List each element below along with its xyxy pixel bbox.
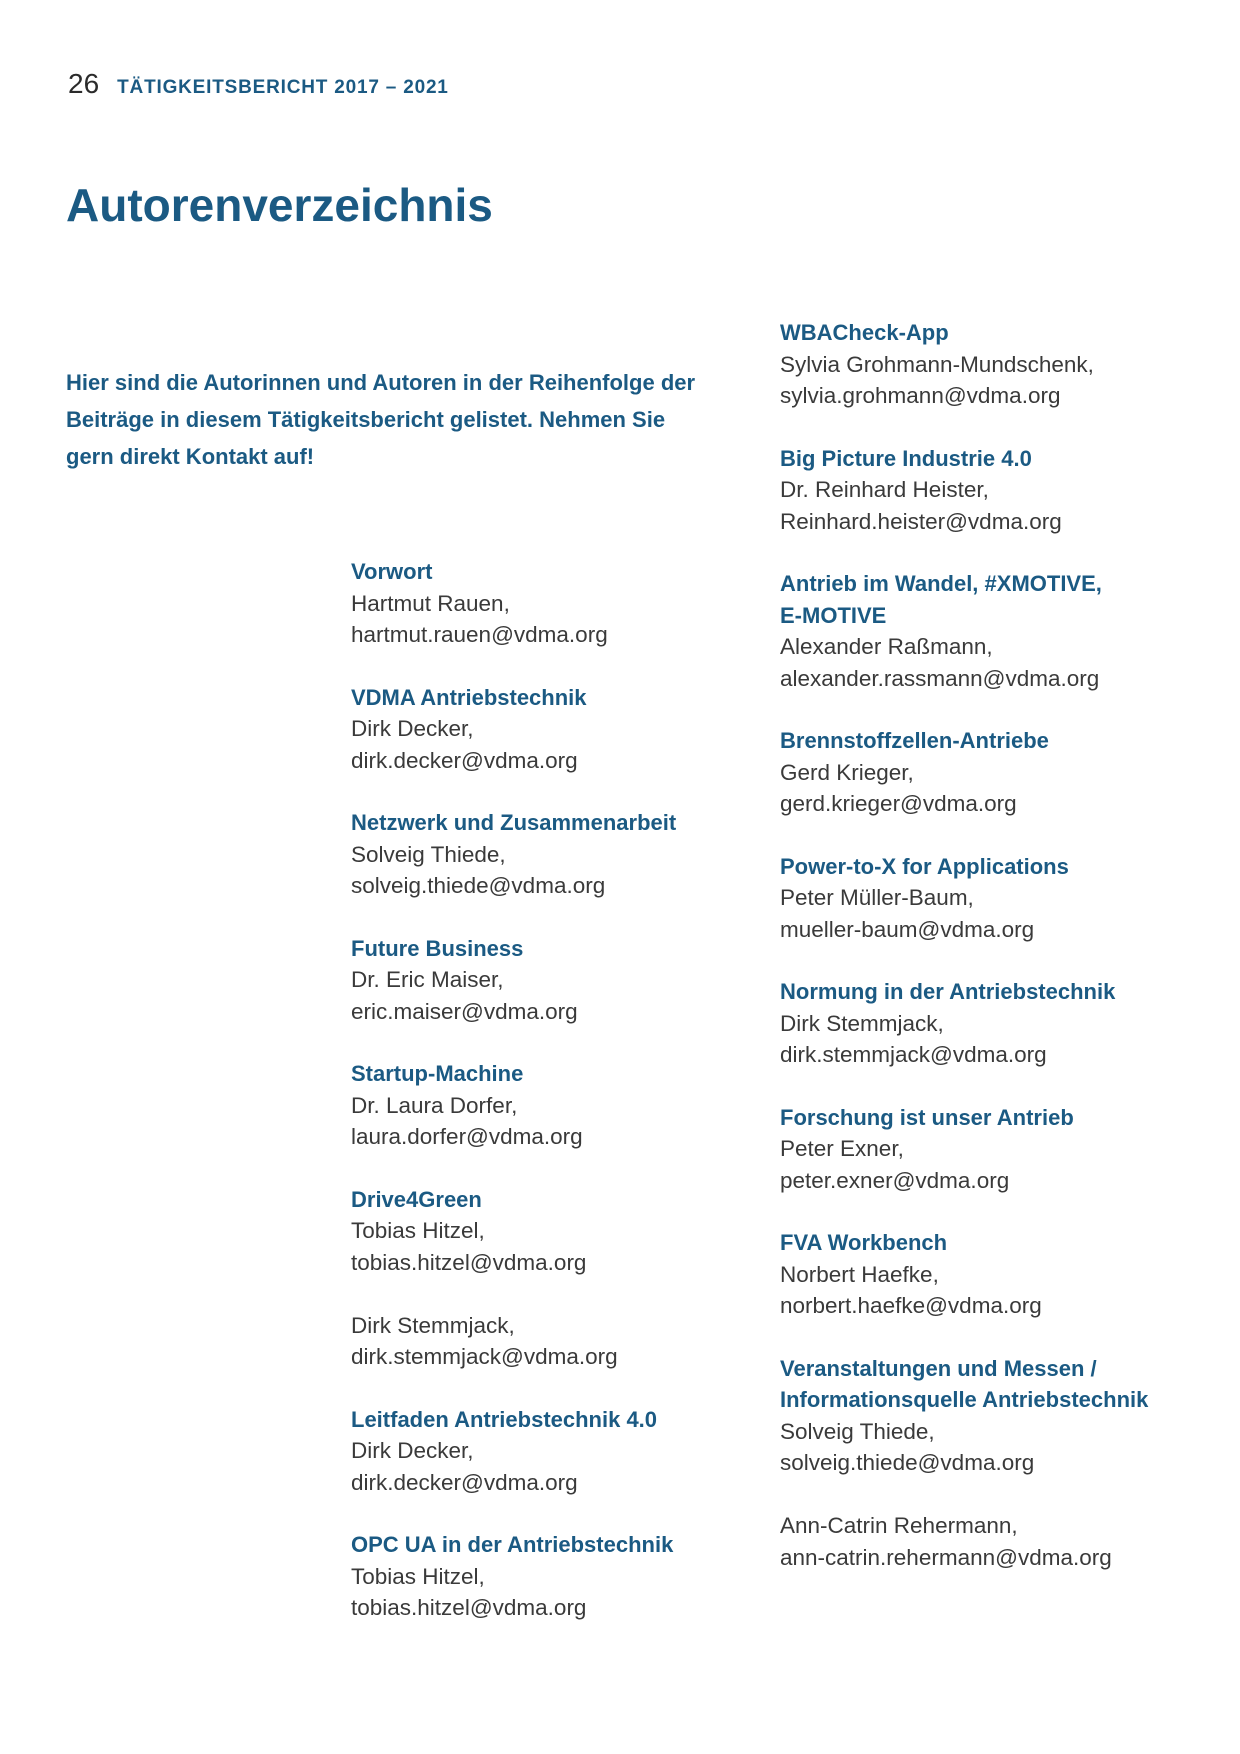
author-entry bbox=[351, 1058, 731, 1153]
author-name: Dirk Stemmjack, bbox=[351, 1312, 515, 1338]
author-name: Tobias Hitzel, bbox=[351, 1563, 485, 1589]
author-contact bbox=[780, 631, 1220, 694]
author-contact bbox=[780, 1008, 1220, 1071]
author-name: Dirk Decker, bbox=[351, 1438, 474, 1463]
author-email[interactable]: ann-catrin.rehermann@vdma.org bbox=[780, 1544, 1112, 1570]
author-name: Dirk Decker, bbox=[351, 716, 474, 741]
section-title-line: E-MOTIVE bbox=[780, 602, 887, 628]
section-title bbox=[780, 443, 1220, 475]
section-title bbox=[351, 682, 731, 714]
section-title-line: FVA Workbench bbox=[780, 1230, 948, 1255]
author-name: Dr. Eric Maiser, bbox=[351, 967, 504, 992]
author-email[interactable]: gerd.krieger@vdma.org bbox=[780, 791, 1017, 816]
author-entry bbox=[351, 1529, 731, 1624]
author-contact bbox=[351, 964, 731, 1027]
author-email[interactable]: Reinhard.heister@vdma.org bbox=[780, 508, 1062, 534]
author-contact bbox=[780, 757, 1220, 820]
author-name: Dr. Reinhard Heister, bbox=[780, 477, 989, 502]
report-title: TÄTIGKEITSBERICHT 2017 – 2021 bbox=[117, 77, 449, 98]
author-entry bbox=[351, 1184, 731, 1373]
author-contact bbox=[780, 1510, 1220, 1573]
section-title-line: Drive4Green bbox=[351, 1186, 482, 1212]
author-entry bbox=[351, 933, 731, 1028]
section-title bbox=[351, 1404, 731, 1436]
author-email[interactable]: sylvia.grohmann@vdma.org bbox=[780, 383, 1061, 408]
author-entry bbox=[780, 1102, 1220, 1197]
author-column-right bbox=[780, 317, 1220, 1604]
author-entry bbox=[780, 976, 1220, 1071]
author-contact bbox=[351, 1090, 731, 1153]
author-name: Hartmut Rauen, bbox=[351, 590, 510, 616]
author-contact bbox=[780, 882, 1220, 945]
author-entry bbox=[780, 1353, 1220, 1574]
page-header bbox=[68, 68, 449, 100]
author-email[interactable]: alexander.rassmann@vdma.org bbox=[780, 665, 1100, 691]
section-title-line: Power-to-X for Applications bbox=[780, 853, 1069, 879]
section-title bbox=[351, 1529, 731, 1561]
section-title-line: Veranstaltungen und Messen / bbox=[780, 1355, 1097, 1381]
page-number: 26 bbox=[68, 68, 100, 99]
author-name: Gerd Krieger, bbox=[780, 759, 914, 785]
author-contact bbox=[351, 1215, 731, 1278]
author-contact bbox=[780, 349, 1220, 412]
author-entry bbox=[351, 682, 731, 777]
section-title-line: Big Picture Industrie 4.0 bbox=[780, 445, 1032, 471]
section-title-line: Normung in der Antriebstechnik bbox=[780, 979, 1116, 1004]
section-title-line: Brennstoffzellen-Antriebe bbox=[780, 728, 1049, 753]
page-title: Autorenverzeichnis bbox=[66, 179, 493, 231]
author-entry bbox=[780, 568, 1220, 694]
section-title-line: Forschung ist unser Antrieb bbox=[780, 1104, 1074, 1130]
author-entry bbox=[351, 556, 731, 651]
author-name: Dr. Laura Dorfer, bbox=[351, 1092, 518, 1118]
section-title-line: Vorwort bbox=[351, 559, 433, 584]
author-contact bbox=[780, 1133, 1220, 1196]
section-title bbox=[351, 933, 731, 965]
author-email[interactable]: dirk.decker@vdma.org bbox=[351, 747, 578, 773]
section-title-line: Future Business bbox=[351, 935, 524, 961]
author-entry bbox=[351, 1404, 731, 1499]
author-name: Solveig Thiede, bbox=[351, 841, 506, 867]
author-entry bbox=[780, 443, 1220, 538]
intro-text: Hier sind die Autorinnen und Autoren in der Reihenfolge der Beiträge in diesem Tätigkeitsbericht gelistet. Nehmen Sie gern direkt Kontakt auf! bbox=[66, 370, 696, 469]
author-contact bbox=[351, 713, 731, 776]
author-name: Ann-Catrin Rehermann, bbox=[780, 1513, 1018, 1538]
author-email[interactable]: hartmut.rauen@vdma.org bbox=[351, 622, 608, 647]
author-email[interactable]: solveig.thiede@vdma.org bbox=[351, 873, 606, 898]
author-contact bbox=[351, 1435, 731, 1498]
author-contact bbox=[351, 588, 731, 651]
section-title bbox=[351, 556, 731, 588]
section-title-line: Startup-Machine bbox=[351, 1061, 524, 1086]
author-entry bbox=[780, 317, 1220, 412]
author-email[interactable]: tobias.hitzel@vdma.org bbox=[351, 1249, 587, 1275]
section-title-line: OPC UA in der Antriebstechnik bbox=[351, 1532, 674, 1557]
author-contact bbox=[780, 1416, 1220, 1479]
section-title bbox=[351, 1184, 731, 1216]
author-contact bbox=[351, 839, 731, 902]
author-contact bbox=[351, 1310, 731, 1373]
author-email[interactable]: dirk.decker@vdma.org bbox=[351, 1469, 578, 1495]
section-title-line: Antrieb im Wandel, #XMOTIVE, bbox=[780, 571, 1102, 596]
author-email[interactable]: dirk.stemmjack@vdma.org bbox=[351, 1344, 618, 1369]
author-name: Solveig Thiede, bbox=[780, 1418, 935, 1444]
author-email[interactable]: eric.maiser@vdma.org bbox=[351, 998, 578, 1024]
author-email[interactable]: dirk.stemmjack@vdma.org bbox=[780, 1042, 1047, 1067]
author-email[interactable]: mueller-baum@vdma.org bbox=[780, 916, 1035, 942]
section-title bbox=[351, 807, 731, 839]
author-email[interactable]: solveig.thiede@vdma.org bbox=[780, 1450, 1035, 1475]
section-title-line: WBACheck-App bbox=[780, 320, 949, 345]
section-title bbox=[780, 725, 1220, 757]
author-contact bbox=[780, 1259, 1220, 1322]
author-name: Norbert Haefke, bbox=[780, 1261, 939, 1287]
author-entry bbox=[780, 1227, 1220, 1322]
author-email[interactable]: laura.dorfer@vdma.org bbox=[351, 1124, 583, 1149]
section-title bbox=[780, 1353, 1220, 1416]
section-title bbox=[780, 976, 1220, 1008]
section-title-line: VDMA Antriebstechnik bbox=[351, 684, 587, 710]
section-title bbox=[780, 1227, 1220, 1259]
section-title bbox=[351, 1058, 731, 1090]
author-email[interactable]: norbert.haefke@vdma.org bbox=[780, 1293, 1042, 1318]
author-entry bbox=[780, 851, 1220, 946]
author-entry bbox=[351, 807, 731, 902]
author-name: Alexander Raßmann, bbox=[780, 634, 993, 659]
section-title-line: Leitfaden Antriebstechnik 4.0 bbox=[351, 1406, 658, 1432]
section-title-line: Informationsquelle Antriebstechnik bbox=[780, 1387, 1149, 1412]
author-name: Dirk Stemmjack, bbox=[780, 1010, 944, 1036]
author-name: Peter Müller-Baum, bbox=[780, 885, 974, 910]
author-contact bbox=[351, 1561, 731, 1624]
author-entry bbox=[780, 725, 1220, 820]
section-title bbox=[780, 317, 1220, 349]
section-title bbox=[780, 851, 1220, 883]
author-name: Sylvia Grohmann-Mundschenk, bbox=[780, 351, 1094, 377]
author-column-left bbox=[351, 556, 731, 1655]
section-title-line: Netzwerk und Zusammenarbeit bbox=[351, 810, 677, 835]
author-name: Peter Exner, bbox=[780, 1136, 904, 1161]
author-name: Tobias Hitzel, bbox=[351, 1218, 485, 1243]
section-title bbox=[780, 1102, 1220, 1134]
author-email[interactable]: peter.exner@vdma.org bbox=[780, 1167, 1010, 1193]
author-email[interactable]: tobias.hitzel@vdma.org bbox=[351, 1595, 587, 1620]
section-title bbox=[780, 568, 1220, 631]
author-contact bbox=[780, 474, 1220, 537]
